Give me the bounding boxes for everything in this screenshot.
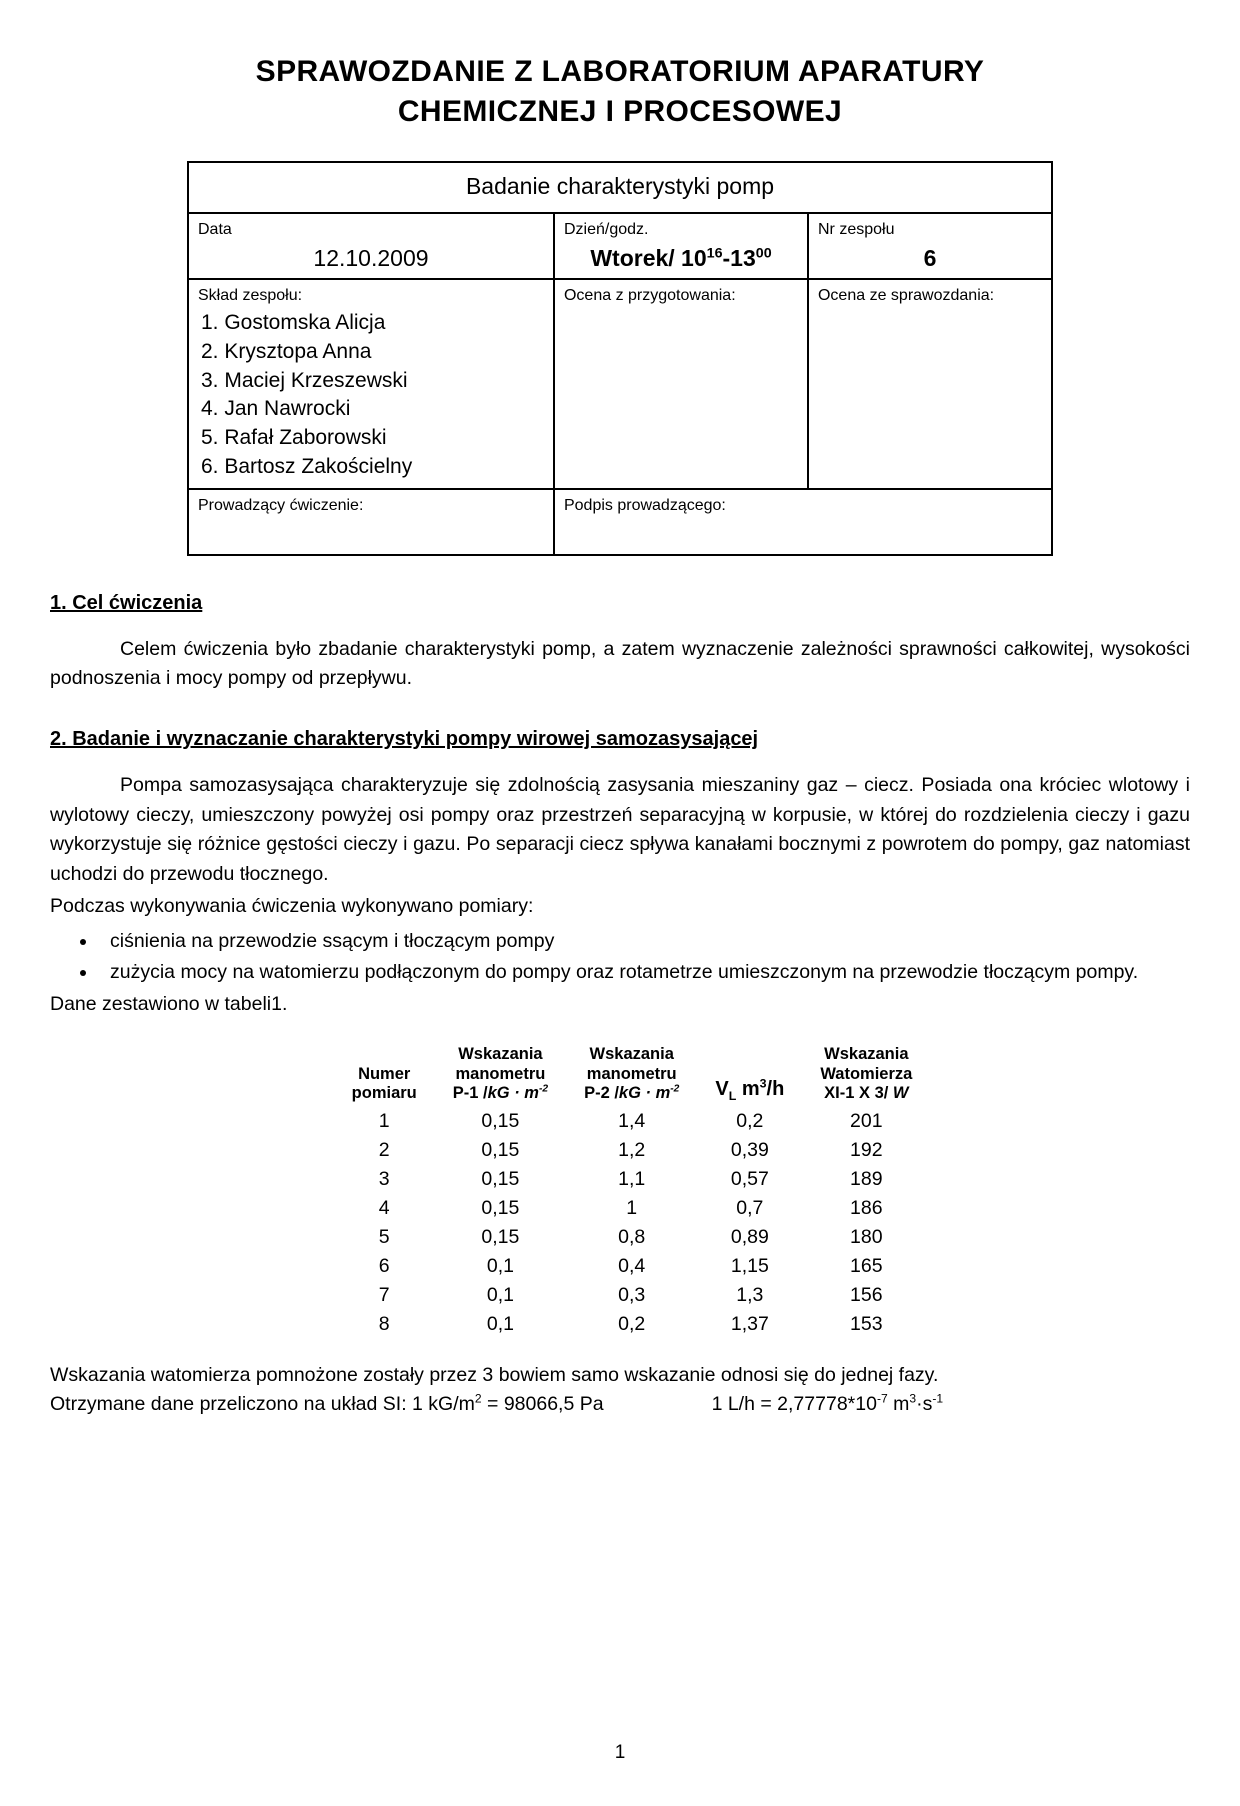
cell-p1: 0,15 xyxy=(481,1167,520,1190)
cell-p1: 0,1 xyxy=(486,1283,514,1306)
col2-line3 xyxy=(453,1084,548,1103)
cell-vl: 1,3 xyxy=(736,1283,764,1306)
col5-line2: Watomierza xyxy=(820,1064,913,1083)
section-1-paragraph: Celem ćwiczenia było zbadanie charakterystyki pomp, a zatem wyznaczenie zależności sprawności całkowitej, wysokości podnoszenia i mocy pompy od przepływu. xyxy=(50,637,1190,690)
section-2-paragraph-3: Dane zestawiono w tabeli1. xyxy=(50,992,288,1015)
table-row xyxy=(334,1223,931,1252)
cell-p1: 0,15 xyxy=(481,1196,520,1219)
cell-wattmeter: 186 xyxy=(850,1196,883,1219)
preparation-grade-label: Ocena z przygotowania: xyxy=(563,287,736,305)
col3-unit: kG · m xyxy=(618,1084,671,1103)
day-time-label: Dzień/godz. xyxy=(563,221,649,239)
note-flow-text: 1 L/h = 2,77778*10 xyxy=(711,1392,877,1415)
note-si-conversion xyxy=(50,1390,1190,1419)
table-row xyxy=(334,1310,931,1339)
cell-p2: 1,4 xyxy=(618,1109,646,1132)
day-time-sup-end: 00 xyxy=(755,245,772,262)
cell-wattmeter: 192 xyxy=(850,1138,883,1161)
team-members-list xyxy=(201,309,544,482)
cell-p1: 0,1 xyxy=(486,1254,514,1277)
table-header-row xyxy=(334,1045,931,1106)
col5-symbol: XI-1 X 3/ xyxy=(824,1084,893,1103)
col5-line3 xyxy=(820,1084,912,1103)
list-item: • ciśnienia na przewodzie ssącym i tłoczącym pompy xyxy=(98,927,1190,956)
section-1-heading: 1. Cel ćwiczenia xyxy=(50,591,203,614)
column-header-manometer-p1 xyxy=(435,1045,566,1106)
col1-line2: pomiaru xyxy=(351,1084,417,1103)
column-header-wattmeter xyxy=(802,1045,930,1106)
day-time-base: Wtorek/ 10 xyxy=(590,245,707,272)
table-row xyxy=(188,213,1052,279)
day-time-mid: -13 xyxy=(722,245,756,272)
note-flow-unit: m xyxy=(887,1392,910,1415)
cell-wattmeter: 153 xyxy=(850,1312,883,1335)
note-si-value: = 98066,5 Pa xyxy=(481,1392,604,1415)
list-item: • zużycia mocy na watomierzu podłączonym do pompy oraz rotametrze umieszczonym na przewodzie tłoczącym pompy. xyxy=(98,958,1190,987)
cell-p2: 1,1 xyxy=(618,1167,646,1190)
signature-label: Podpis prowadzącego: xyxy=(563,496,726,514)
col3-line1: Wskazania xyxy=(589,1045,674,1064)
col4-symbol: V xyxy=(715,1078,729,1101)
cell-p2: 1 xyxy=(626,1196,638,1219)
instructor-cell xyxy=(188,489,554,555)
date-value: 12.10.2009 xyxy=(313,245,429,272)
cell-p2: 0,3 xyxy=(618,1283,646,1306)
col5-line1: Wskazania xyxy=(824,1045,909,1064)
col2-unit-exponent: -2 xyxy=(538,1083,549,1095)
page-title xyxy=(0,52,1240,131)
title-line-1: SPRAWOZDANIE Z LABORATORIUM APARATURY xyxy=(255,55,985,88)
note-si-exponent: 2 xyxy=(474,1391,482,1406)
note-si-text: Otrzymane dane przeliczono na układ SI: 1 kG/m xyxy=(50,1392,475,1415)
col2-line1: Wskazania xyxy=(458,1045,543,1064)
cell-measurement-number: 2 xyxy=(378,1138,390,1161)
day-time-sup-start: 16 xyxy=(706,245,723,262)
list-item: 3. Maciej Krzeszewski xyxy=(200,368,408,392)
col4-unit-tail: /h xyxy=(766,1078,785,1101)
column-header-volumetric-flow xyxy=(697,1045,802,1106)
document-page xyxy=(0,52,1240,1806)
col2-line2: manometru xyxy=(455,1064,546,1083)
cell-p2: 1,2 xyxy=(618,1138,646,1161)
page-number: 1 xyxy=(614,1742,626,1763)
note-flow-exponent: -7 xyxy=(876,1391,888,1406)
cell-measurement-number: 1 xyxy=(378,1109,390,1132)
col3-symbol: P-2 / xyxy=(584,1084,619,1103)
team-members-cell xyxy=(188,279,554,489)
col2-unit: kG · m xyxy=(487,1084,539,1103)
cell-wattmeter: 180 xyxy=(850,1225,883,1248)
note-flow-unit-exponent: 3 xyxy=(909,1391,917,1406)
cell-p1: 0,15 xyxy=(481,1225,520,1248)
column-header-manometer-p2 xyxy=(566,1045,697,1106)
team-members-label: Skład zespołu: xyxy=(197,287,303,305)
instructor-label: Prowadzący ćwiczenie: xyxy=(197,496,364,514)
team-number-cell xyxy=(808,213,1052,279)
cell-p1: 0,1 xyxy=(486,1312,514,1335)
day-time-value xyxy=(564,245,798,272)
cell-vl: 0,57 xyxy=(730,1167,769,1190)
table-row xyxy=(334,1107,931,1136)
section-2-paragraph-2: Podczas wykonywania ćwiczenia wykonywano pomiary: xyxy=(50,894,534,917)
cell-vl: 0,7 xyxy=(736,1196,764,1219)
report-grade-cell xyxy=(808,279,1052,489)
date-label: Data xyxy=(197,221,232,239)
table-row xyxy=(334,1165,931,1194)
measurement-bullet-list xyxy=(50,927,1190,988)
section-2-paragraph-1: Pompa samozasysająca charakteryzuje się zdolnością zasysania mieszaniny gaz – ciecz. Posiada ona króciec wlotowy i wylotowy cieczy, umieszczony powyżej osi pompy oraz przestrzeń separacyjną w korpusie, w której do rozdzielenia cieczy i gazu wykorzystuje się różnice gęstości cieczy i gazu. Po separacji ciecz spływa kanałami bocznymi z powrotem do pompy, gaz natomiast uchodzi do przewodu tłocznego. xyxy=(50,774,1190,885)
col5-unit: W xyxy=(892,1084,909,1103)
experiment-title: Badanie charakterystyki pomp xyxy=(465,173,775,200)
measurement-data-table xyxy=(334,1045,931,1338)
col1-line1: Numer xyxy=(358,1064,411,1083)
table-row xyxy=(188,162,1052,213)
cell-measurement-number: 4 xyxy=(378,1196,390,1219)
col4-unit-exponent: 3 xyxy=(759,1076,767,1091)
cell-measurement-number: 7 xyxy=(378,1283,390,1306)
list-item: 1. Gostomska Alicja xyxy=(200,311,386,335)
col4-line1 xyxy=(715,1078,784,1104)
report-grade-label: Ocena ze sprawozdania: xyxy=(817,287,995,305)
cell-wattmeter: 156 xyxy=(850,1283,883,1306)
team-number-value: 6 xyxy=(923,245,937,272)
table-notes xyxy=(50,1361,1190,1420)
note-flow-time-exponent: -1 xyxy=(932,1391,944,1406)
table-row xyxy=(334,1136,931,1165)
col4-subscript: L xyxy=(728,1089,737,1104)
cell-measurement-number: 3 xyxy=(378,1167,390,1190)
cell-vl: 1,15 xyxy=(730,1254,769,1277)
col2-symbol: P-1 / xyxy=(452,1084,488,1103)
cell-p2: 0,8 xyxy=(618,1225,646,1248)
experiment-title-cell xyxy=(188,162,1052,213)
list-item: 4. Jan Nawrocki xyxy=(200,397,351,421)
cell-wattmeter: 201 xyxy=(850,1109,883,1132)
section-2-heading: 2. Badanie i wyznaczanie charakterystyki pompy wirowej samozasysającej xyxy=(50,728,759,751)
date-cell xyxy=(188,213,554,279)
report-header-table xyxy=(187,161,1053,556)
list-item: 6. Bartosz Zakościelny xyxy=(200,455,413,479)
col3-line3 xyxy=(584,1084,679,1103)
column-header-measurement-number xyxy=(334,1045,435,1106)
signature-cell xyxy=(554,489,1052,555)
col3-line2: manometru xyxy=(586,1064,677,1083)
col4-unit: m xyxy=(736,1078,760,1101)
cell-p1: 0,15 xyxy=(481,1109,520,1132)
cell-p1: 0,15 xyxy=(481,1138,520,1161)
cell-vl: 1,37 xyxy=(730,1312,769,1335)
cell-p2: 0,4 xyxy=(618,1254,646,1277)
cell-measurement-number: 5 xyxy=(378,1225,390,1248)
title-line-2: CHEMICZNEJ I PROCESOWEJ xyxy=(397,94,843,128)
cell-vl: 0,39 xyxy=(730,1138,769,1161)
note-wattmeter-multiplier: Wskazania watomierza pomnożone zostały przez 3 bowiem samo wskazanie odnosi się do jednej fazy. xyxy=(50,1363,939,1386)
list-item: 2. Krysztopa Anna xyxy=(200,339,372,363)
cell-vl: 0,89 xyxy=(730,1225,769,1248)
list-item: 5. Rafał Zaborowski xyxy=(200,426,387,450)
measurement-data-body xyxy=(334,1107,931,1339)
measurement-data-table-wrapper xyxy=(0,1045,1240,1338)
col3-unit-exponent: -2 xyxy=(670,1083,680,1095)
day-time-cell xyxy=(554,213,808,279)
table-row xyxy=(188,489,1052,555)
table-row xyxy=(188,279,1052,489)
table-row xyxy=(334,1194,931,1223)
note-flow-time-unit: ·s xyxy=(916,1392,933,1415)
cell-wattmeter: 189 xyxy=(850,1167,883,1190)
cell-measurement-number: 8 xyxy=(378,1312,390,1335)
team-number-label: Nr zespołu xyxy=(817,221,895,239)
table-row xyxy=(334,1252,931,1281)
table-row xyxy=(334,1281,931,1310)
cell-measurement-number: 6 xyxy=(378,1254,390,1277)
cell-p2: 0,2 xyxy=(618,1312,646,1335)
preparation-grade-cell xyxy=(554,279,808,489)
cell-vl: 0,2 xyxy=(736,1109,764,1132)
cell-wattmeter: 165 xyxy=(850,1254,883,1277)
